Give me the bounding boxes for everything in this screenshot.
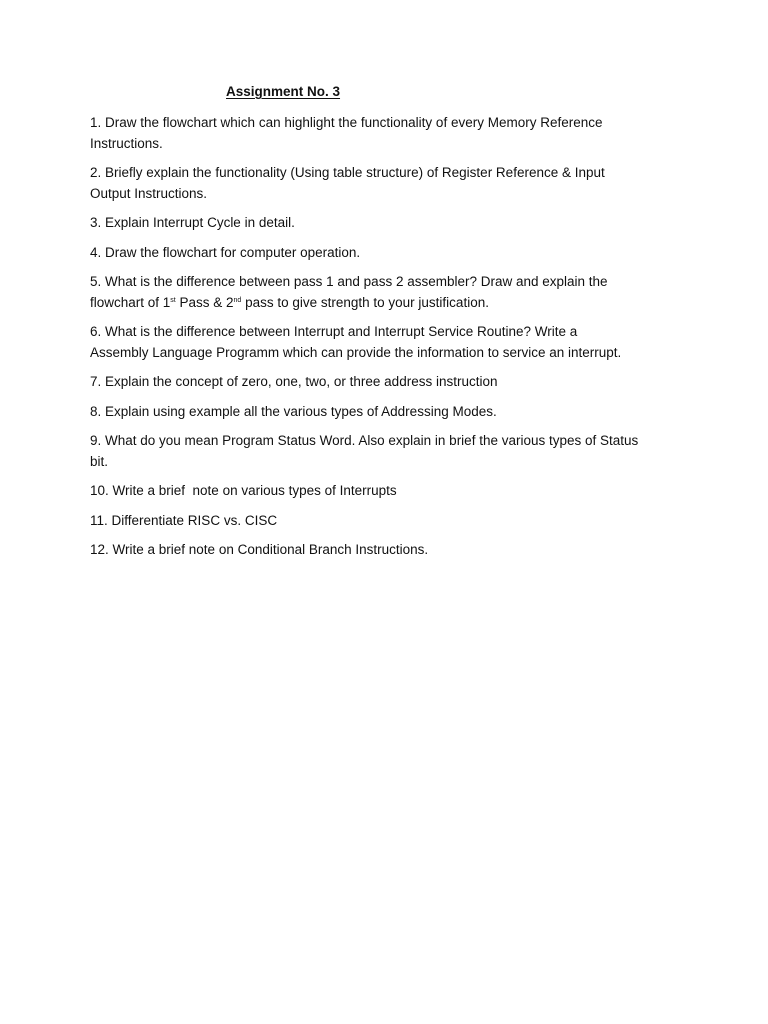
question-8-line-1: 8. Explain using example all the various types of Addressing Modes. [90,403,497,419]
question-11-line-1: 11. Differentiate RISC vs. CISC [90,512,278,528]
question-2-line-2: Output Instructions. [90,185,208,201]
superscript-nd: nd [233,296,242,304]
question-9 [90,431,690,472]
question-5 [90,272,690,313]
question-10 [90,481,690,502]
page-title: Assignment No. 3 [226,84,341,99]
question-9-line-2: bit. [90,453,109,469]
question-7-line-1: 7. Explain the concept of zero, one, two, or three address instruction [90,374,498,389]
question-12 [90,540,690,561]
question-1-line-2: Instructions. [90,135,163,151]
question-12-line-1: 12. Write a brief note on Conditional Branch Instructions. [90,542,429,557]
question-8 [90,402,690,423]
question-5-line-2 [90,295,489,310]
question-11 [90,511,690,532]
question-5-line-2-part-b: Pass & 2 [175,294,234,310]
question-4-line-1: 4. Draw the flowchart for computer operation. [90,244,361,260]
question-5-line-1: 5. What is the difference between pass 1 and pass 2 assembler? Draw and explain the [90,274,608,289]
question-list [90,113,690,570]
question-3-line-1: 3. Explain Interrupt Cycle in detail. [90,215,295,230]
question-1 [90,113,690,154]
question-5-line-2-part-c: pass to give strength to your justification. [241,294,489,310]
superscript-st: st [170,296,176,304]
question-6 [90,322,690,363]
question-2 [90,163,690,204]
question-2-line-1: 2. Briefly explain the functionality (Using table structure) of Register Reference & Input [90,165,605,180]
question-1-line-1: 1. Draw the flowchart which can highlight the functionality of every Memory Reference [90,115,603,130]
question-6-line-2: Assembly Language Programm which can provide the information to service an interrupt. [90,344,622,360]
question-7 [90,372,690,393]
question-9-line-1: 9. What do you mean Program Status Word. Also explain in brief the various types of Status [90,433,639,448]
question-5-line-2-part-a: flowchart of 1 [90,294,171,310]
question-6-line-1: 6. What is the difference between Interrupt and Interrupt Service Routine? Write a [90,324,578,339]
question-10-line-1: 10. Write a brief note on various types of Interrupts [90,483,397,498]
question-3 [90,213,690,234]
question-4 [90,243,690,264]
